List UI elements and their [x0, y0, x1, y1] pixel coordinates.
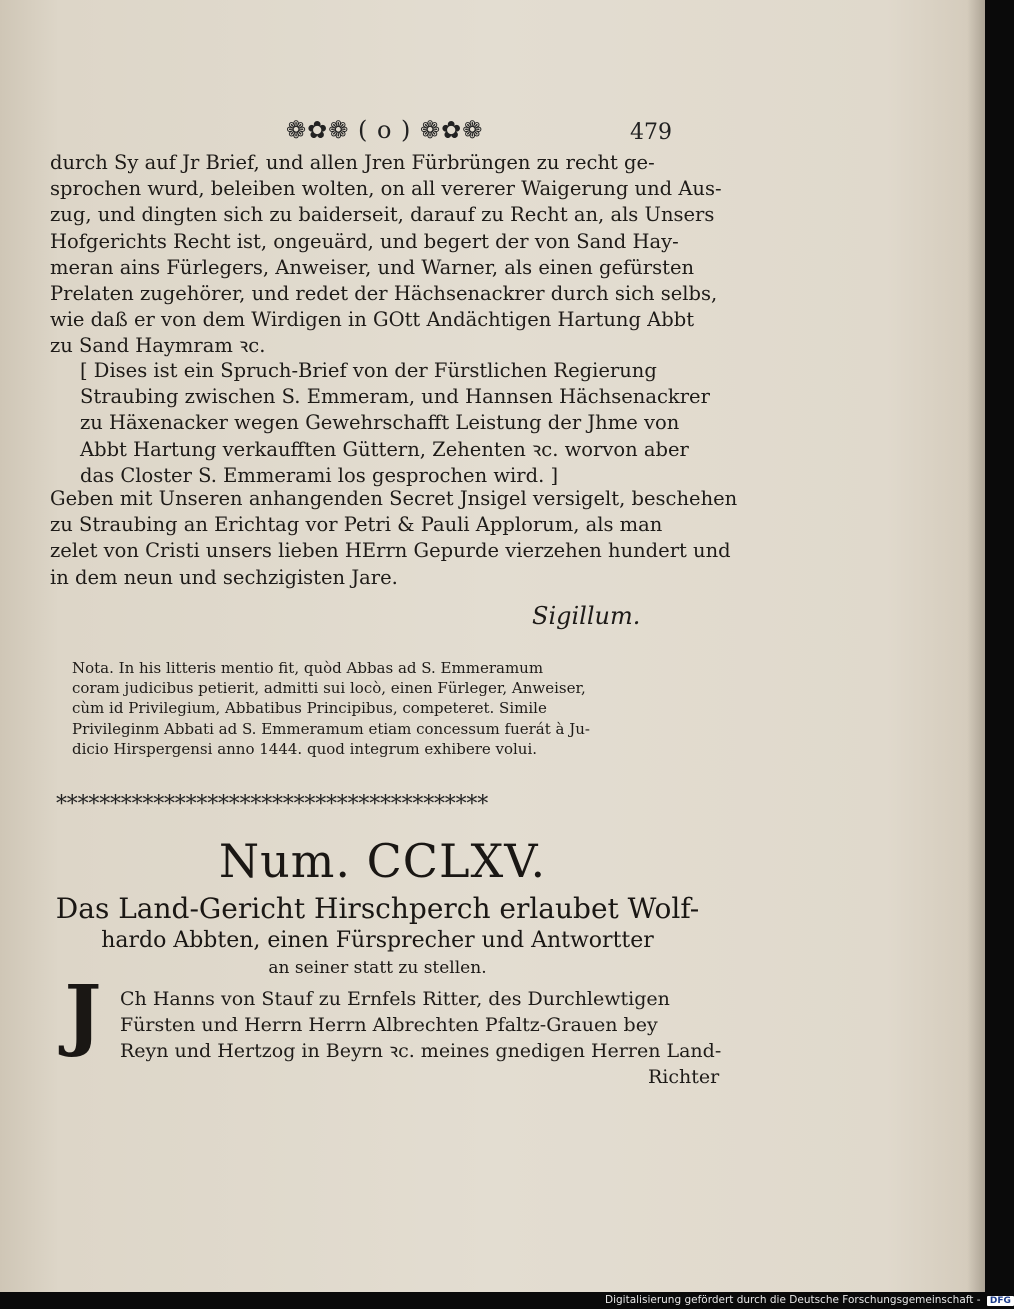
drop-cap-initial: J — [64, 969, 102, 1060]
text-line: Nota. In his litteris mentio fit, quòd Abbas ad S. Emmeramum — [72, 659, 544, 677]
digitization-footer — [605, 1294, 1014, 1306]
text-line: Abbt Hartung verkaufften Güttern, Zehenten ꝛc. worvon aber — [80, 437, 689, 461]
footer-credit-text: Digitalisierung gefördert durch die Deutsche Forschungsgemeinschaft - — [605, 1294, 981, 1306]
page-header — [0, 112, 985, 152]
charter-text-continued — [50, 150, 722, 360]
text-line: Prelaten zugehörer, und redet der Hächsenackrer durch sich selbs, — [50, 282, 718, 306]
text-line: in dem neun und sechzigisten Jare. — [50, 565, 398, 589]
text-line: zug, und dingten sich zu baiderseit, darauf zu Recht an, als Unsers — [50, 203, 715, 227]
header-ornament: ❁✿❁ ( o ) ❁✿❁ — [286, 116, 484, 144]
page-number: 479 — [630, 120, 672, 145]
nota-paragraph — [72, 658, 732, 759]
text-line: Straubing zwischen S. Emmeram, und Hannsen Hächsenackrer — [80, 385, 710, 409]
editorial-note-bracketed — [80, 358, 720, 489]
text-line: cùm id Privilegium, Abbatibus Principibus, competeret. Simile — [72, 699, 547, 718]
text-line: zu Häxenacker wegen Gewehrschafft Leistung der Jhme von — [80, 411, 680, 435]
text-line: dicio Hirspergensi anno 1444. quod integrum exhibere volui. — [72, 739, 538, 758]
text-line: Privileginm Abbati ad S. Emmeramum etiam concessum fuerát à Ju- — [72, 719, 590, 738]
text-line: Reyn und Hertzog in Beyrn ꝛc. meines gnedigen Herren Land- — [120, 1040, 722, 1062]
text-line: durch Sy auf Jr Brief, und allen Jren Fürbrüngen zu recht ge- — [50, 151, 655, 174]
text-line: Fürsten und Herrn Herrn Albrechten Pfaltz-Grauen bey — [120, 1014, 658, 1036]
document-title-line-2: hardo Abbten, einen Fürsprecher und Antwortter — [101, 928, 654, 953]
dfg-logo: DFG — [987, 1296, 1014, 1306]
text-line: coram judicibus petierit, admitti sui locò, einen Fürleger, Anweiser, — [72, 679, 586, 698]
text-line: zelet von Cristi unsers lieben HErrn Gepurde vierzehen hundert und — [50, 539, 731, 563]
text-line: Hofgerichts Recht ist, ongeuärd, und begert der von Sand Hay- — [50, 229, 679, 253]
catchword: Richter — [648, 1066, 720, 1088]
text-line: Ch Hanns von Stauf zu Ernfels Ritter, des Durchlewtigen — [120, 988, 670, 1010]
text-line: [ Dises ist ein Spruch-Brief von der Fürstlichen Regierung — [80, 359, 657, 382]
text-line: wie daß er von dem Wirdigen in GOtt Andächtigen Hartung Abbt — [50, 308, 695, 332]
sigillum-mark: Sigillum. — [532, 602, 641, 630]
dating-clause — [50, 486, 738, 591]
document-number-heading: Num. CCLXV. — [218, 834, 547, 888]
text-line: zu Straubing an Erichtag vor Petri & Pauli Applorum, als man — [50, 513, 663, 537]
text-line: zu Sand Haymram ꝛc. — [50, 334, 266, 358]
text-line: meran ains Fürlegers, Anweiser, und Warner, als einen gefürsten — [50, 255, 695, 279]
text-line: sprochen wurd, beleiben wolten, on all vererer Waigerung und Aus- — [50, 177, 722, 201]
document-title-line-1: Das Land-Gericht Hirschperch erlaubet Wolf- — [55, 892, 700, 925]
text-line: das Closter S. Emmerami los gesprochen wird. ] — [80, 463, 559, 487]
text-line: Geben mit Unseren anhangenden Secret Jnsigel versigelt, beschehen — [50, 487, 738, 510]
star-separator: **************************************** — [56, 792, 489, 817]
document-title-line-3: an seiner statt zu stellen. — [268, 958, 487, 978]
charter-body-text — [120, 986, 730, 1090]
